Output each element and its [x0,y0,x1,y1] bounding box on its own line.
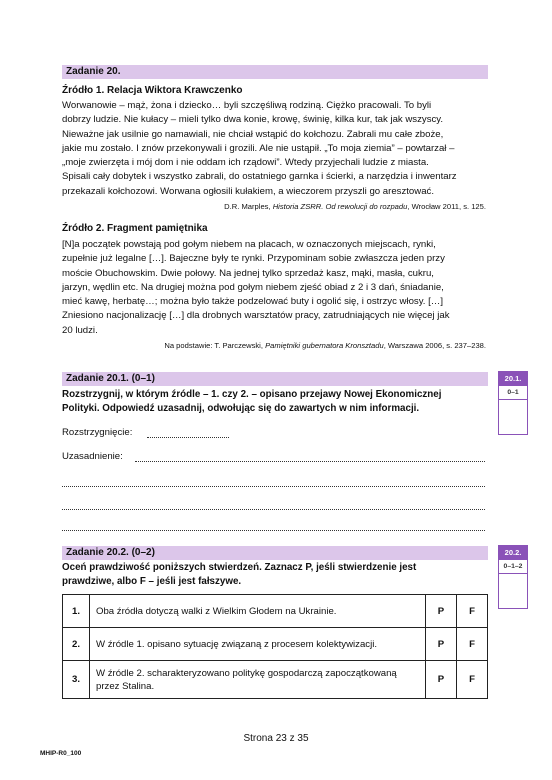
citation-author: Na podstawie: T. Parczewski, [164,341,266,350]
task1-question-line: Polityki. Odpowiedź uzasadnij, odwołując się do zawartych w nim informacji. [62,403,420,414]
source2-citation [62,341,486,350]
justification-answer-line[interactable] [62,508,485,510]
source1-title: Źródło 1. Relacja Wiktora Krawczenko [62,85,243,96]
task-title: Zadanie 20. [66,66,121,77]
task1-score-number: 20.1. [499,372,527,385]
task2-header-bar [62,546,488,560]
exam-code: MHIP-R0_100 [40,750,82,757]
source1-line: Nieważne jak usilnie go namawiali, nie chciał wstąpić do kołchozu. Zabrali mu całe zboże, [62,128,444,140]
source2-line: zupełnie już legalne […]. Bajeczne były te rynki. Przypominam sobie zwłaszcza jeden przy [62,253,445,265]
task2-question [62,561,486,589]
source2-line: moście Obuchowskim. Dwie połowy. Na jednej tylko sprzedaż kasz, mąki, masła, cukru, [62,267,434,279]
false-option[interactable]: F [457,595,488,628]
task1-score-range: 0–1 [499,385,527,399]
source1-line: „moje zwierzęta i mój dom i nie oddam ich rządowi”. Wtedy przyjechali ludzie z miasta. [62,157,429,169]
source2-line: [N]a początek powstają pod gołym niebem na placach, w oznaczonych miejscach, rynki, [62,239,436,250]
table-row [63,595,488,628]
statement-number: 3. [63,661,90,699]
true-option[interactable]: P [426,661,457,699]
decision-answer-line[interactable] [147,436,229,438]
source1-line: jakie mu zostało. I znów przekonywali i grozili. Ale nie ustąpił. „To moja ziemia” – powtarzał – [62,142,455,154]
task1-header-bar [62,372,488,386]
citation-title: Pamiętniki gubernatora Kronsztadu [265,341,384,350]
decision-label: Rozstrzygnięcie: [62,427,133,438]
task2-question-line: prawdziwe, albo F – jeśli jest fałszywe. [62,576,242,587]
task2-question-line: Oceń prawdziwość poniższych stwierdzeń. Zaznacz P, jeśli stwierdzenie jest [62,562,417,573]
source2-text [62,238,486,338]
task-header-bar [62,65,488,79]
citation-author: D.R. Marples, [224,202,273,211]
source2-line: mieć kawę, herbatę…; można było także podzelować buty i ogolić się, i ostrzyc włosy. […] [62,296,444,308]
task2-score-number: 20.2. [499,546,527,559]
source2-line: jarzyn, wędlin etc. Na drugiej można pod gołym niebem zjeść obiad z 2 i 3 dań, śniadanie, [62,281,444,293]
task1-title: Zadanie 20.1. (0–1) [66,373,155,384]
task1-score-field[interactable] [499,399,527,433]
citation-title: Historia ZSRR. Od rewolucji do rozpadu [272,202,408,211]
citation-details: , Warszawa 2006, s. 237–238. [383,341,486,350]
task2-score-range: 0–1–2 [499,559,527,573]
source2-title: Źródło 2. Fragment pamiętnika [62,223,208,234]
justification-answer-line[interactable] [135,460,485,462]
source1-line: dobrzy ludzie. Nie kułacy – mieli tylko dwa konie, krowę, świnię, kilka kur, tak jak wszyscy. [62,114,444,126]
true-option[interactable]: P [426,628,457,661]
statement-number: 2. [63,628,90,661]
justification-answer-line[interactable] [62,529,485,531]
task2-title: Zadanie 20.2. (0–2) [66,547,155,558]
statement-number: 1. [63,595,90,628]
table-row [63,661,488,699]
statement-text: W źródle 1. opisano sytuację związaną z procesem kolektywizacji. [90,628,426,661]
justification-label: Uzasadnienie: [62,451,123,462]
source1-citation [62,202,486,211]
task1-question-line: Rozstrzygnij, w którym źródle – 1. czy 2. – opisano przejawy Nowej Ekonomicznej [62,389,442,400]
task1-question [62,388,486,416]
justification-answer-line[interactable] [62,485,485,487]
statement-text: Oba źródła dotyczą walki z Wielkim Głodem na Ukrainie. [90,595,426,628]
task2-score-box [498,545,528,609]
source1-line: Spisali cały dobytek i wszystko zabrali, do ostatniego garnka i ścierki, a narzędzia i inwentarz [62,171,457,183]
source2-line: 20 ludzi. [62,324,98,336]
source1-line: przekazali kołchozowi. Worwana ogłosili kułakiem, a wieczorem przyszli go aresztować. [62,185,434,197]
source2-line: Zniesiono nacjonalizację […] dla drobnych warsztatów pracy, zatrudniających nie więcej jak [62,310,450,322]
true-option[interactable]: P [426,595,457,628]
source1-line: Worwanowie – mąż, żona i dziecko… byli szczęśliwą rodziną. Ciężko pracowali. To byli [62,100,432,111]
table-row [63,628,488,661]
task1-score-box [498,371,528,435]
false-option[interactable]: F [457,628,488,661]
task2-score-field[interactable] [499,573,527,607]
statement-text: W źródle 2. scharakteryzowano politykę gospodarczą zapoczątkowaną przez Stalina. [90,661,426,699]
source1-text [62,99,486,199]
false-option[interactable]: F [457,661,488,699]
page-number: Strona 23 z 35 [243,733,309,744]
citation-details: , Wrocław 2011, s. 125. [407,202,486,211]
true-false-table [62,594,488,699]
